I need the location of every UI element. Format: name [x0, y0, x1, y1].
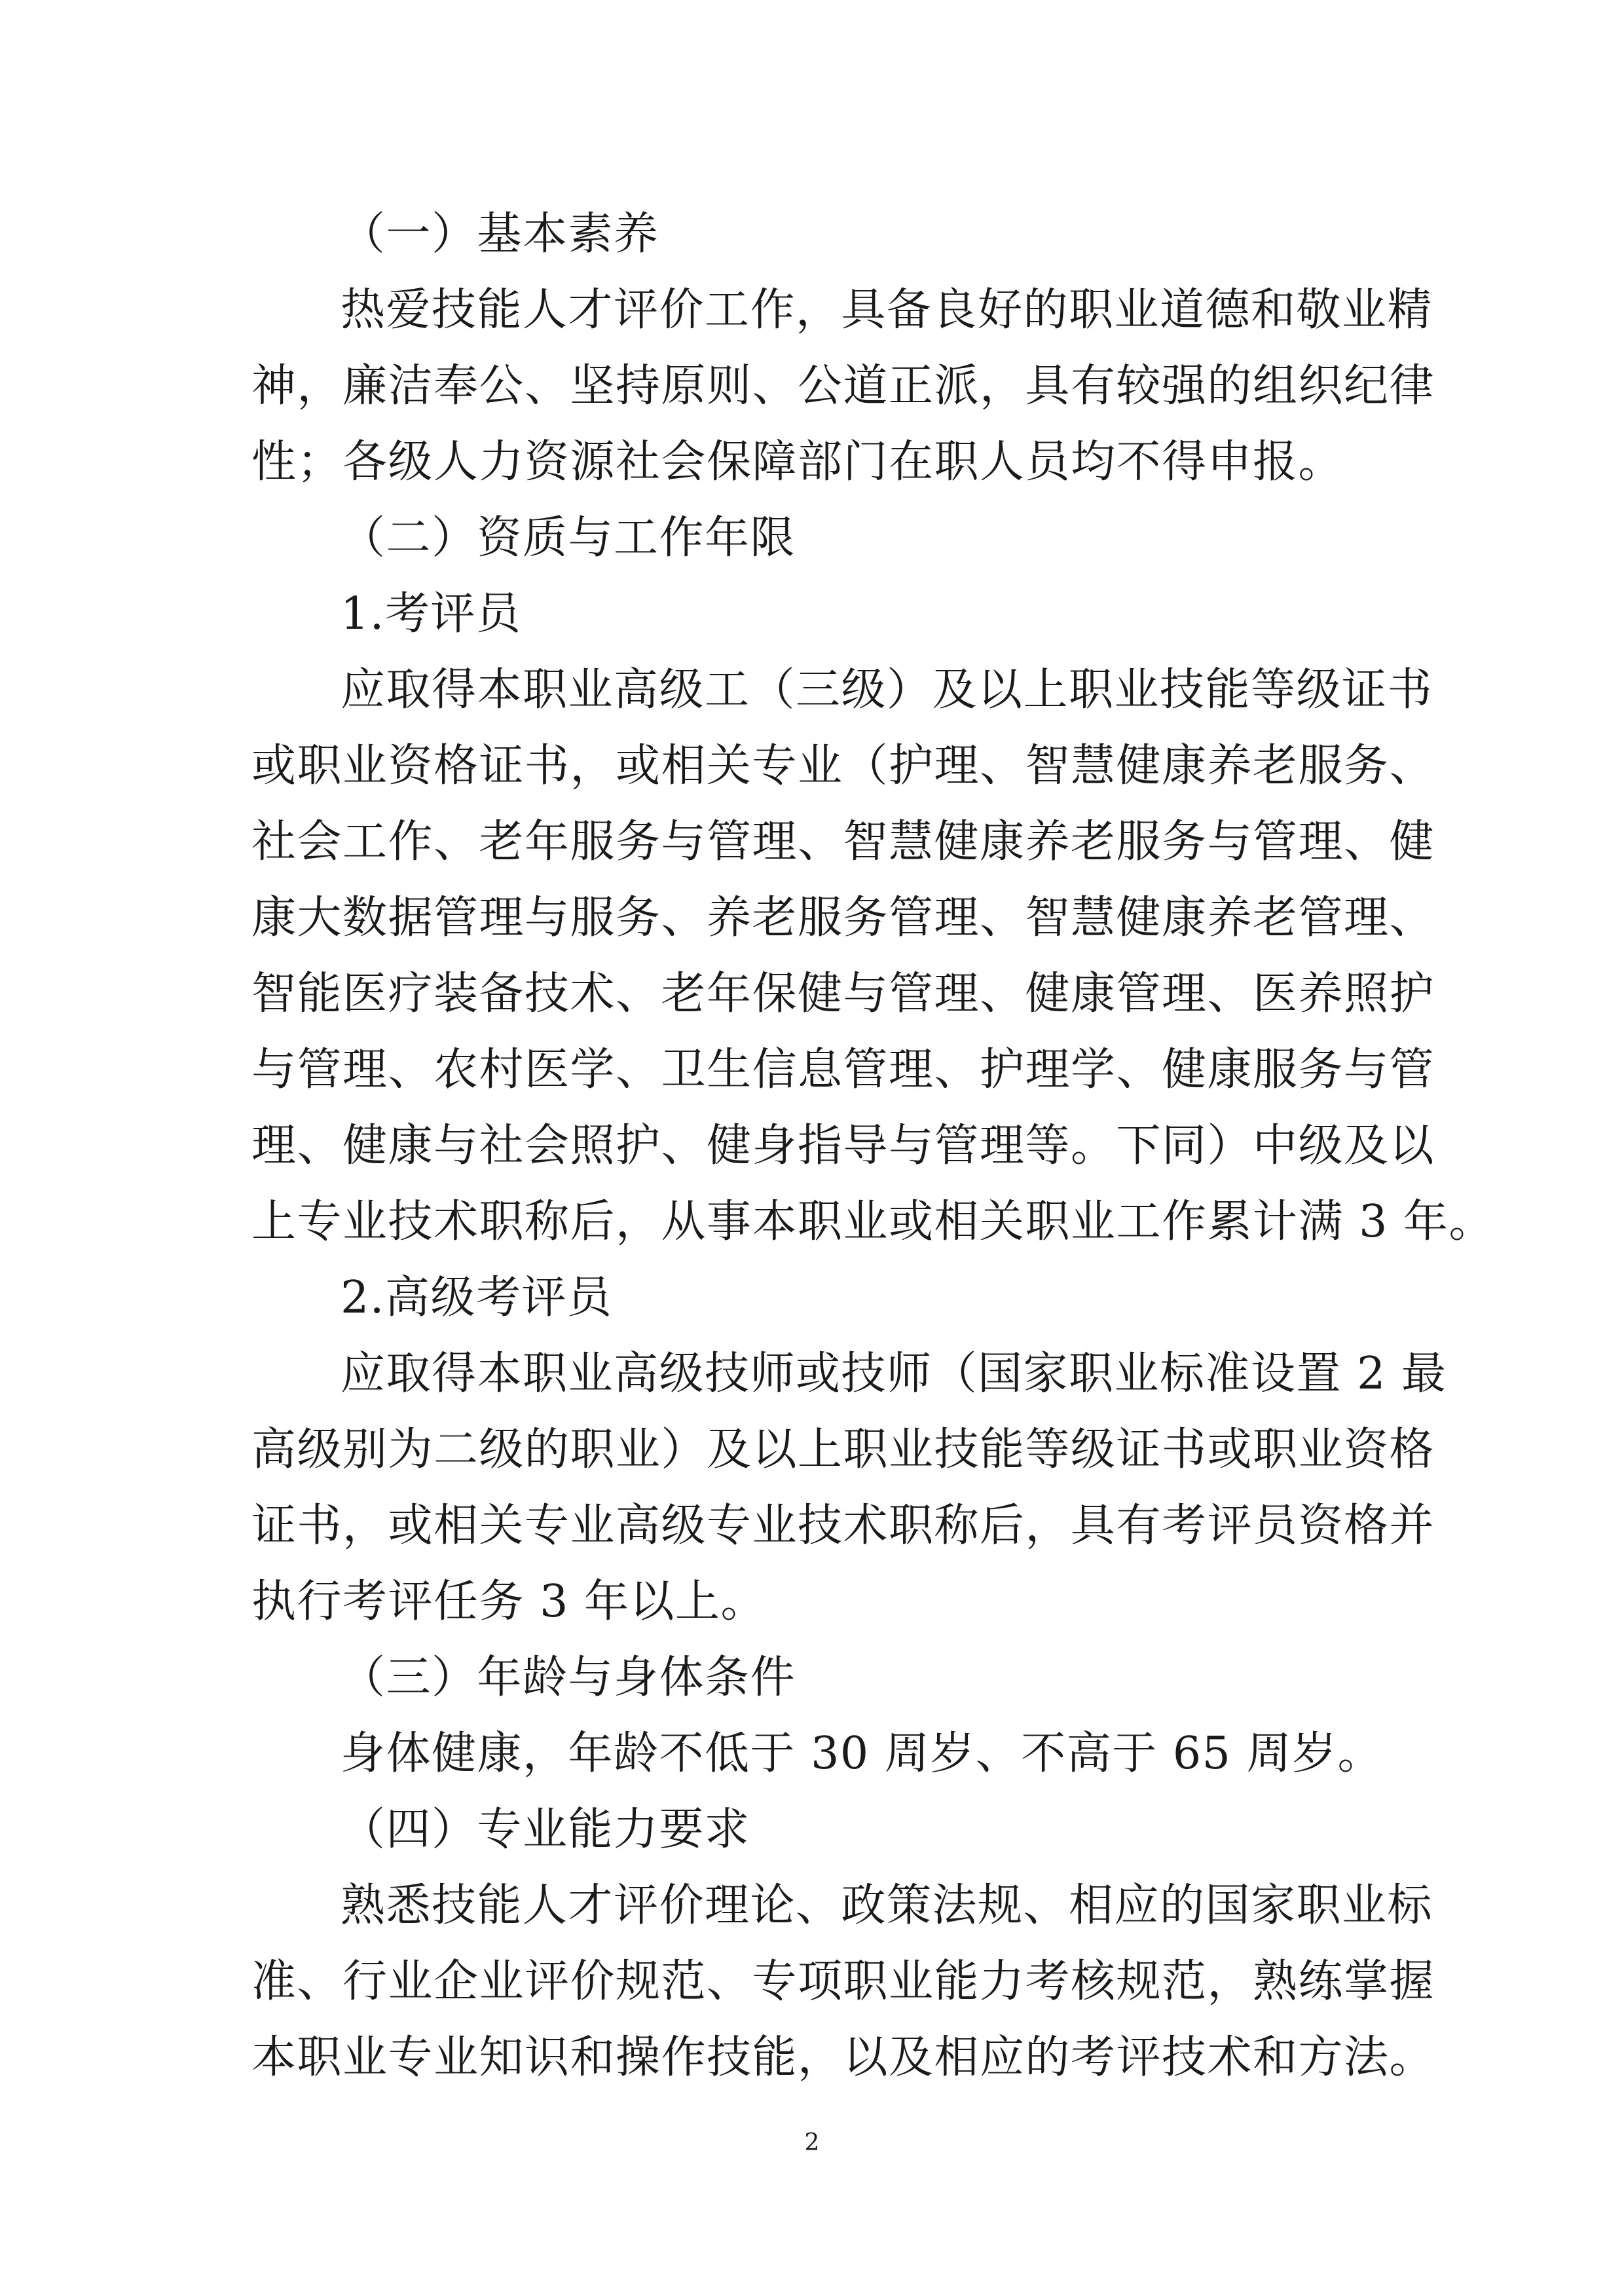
paragraph-line: 康大数据管理与服务、养老服务管理、智慧健康养老管理、	[251, 892, 1435, 944]
paragraph-line: 高级别为二级的职业）及以上职业技能等级证书或职业资格	[251, 1424, 1435, 1476]
document-body	[251, 196, 1494, 2096]
paragraph-line: 应取得本职业高级工（三级）及以上职业技能等级证书	[341, 664, 1433, 716]
paragraph-line: 理、健康与社会照护、健身指导与管理等。下同）中级及以	[251, 1120, 1435, 1172]
paragraph-line: 上专业技术职称后，从事本职业或相关职业工作累计满 3 年。	[251, 1196, 1494, 1248]
paragraph-line: 准、行业企业评价规范、专项职业能力考核规范，熟练掌握	[251, 1956, 1435, 2007]
paragraph-line: 证书，或相关专业高级专业技术职称后，具有考评员资格并	[251, 1500, 1435, 1552]
paragraph-line: 热爱技能人才评价工作，具备良好的职业道德和敬业精	[341, 284, 1433, 336]
paragraph-line: 或职业资格证书，或相关专业（护理、智慧健康养老服务、	[251, 740, 1435, 792]
section-heading-age-health: （三）年龄与身体条件	[341, 1652, 796, 1704]
paragraph-line: 智能医疗装备技术、老年保健与管理、健康管理、医养照护	[251, 968, 1435, 1020]
paragraph-line: 执行考评任务 3 年以上。	[251, 1576, 766, 1628]
paragraph-line: 身体健康，年龄不低于 30 周岁、不高于 65 周岁。	[341, 1728, 1384, 1780]
section-heading-professional-ability: （四）专业能力要求	[341, 1804, 750, 1856]
paragraph-line: 神，廉洁奉公、坚持原则、公道正派，具有较强的组织纪律	[251, 360, 1435, 412]
paragraph-line: 性；各级人力资源社会保障部门在职人员均不得申报。	[251, 436, 1344, 488]
section-heading-basic-quality: （一）基本素养	[341, 208, 659, 260]
paragraph-line: 应取得本职业高级技师或技师（国家职业标准设置 2 最	[341, 1348, 1447, 1400]
paragraph-line: 与管理、农村医学、卫生信息管理、护理学、健康服务与管	[251, 1044, 1435, 1096]
paragraph-line: 社会工作、老年服务与管理、智慧健康养老服务与管理、健	[251, 816, 1435, 868]
paragraph-line: 本职业专业知识和操作技能，以及相应的考评技术和方法。	[251, 2032, 1435, 2083]
paragraph-line: 熟悉技能人才评价理论、政策法规、相应的国家职业标	[341, 1880, 1433, 1931]
page-number: 2	[804, 2129, 820, 2156]
section-heading-qualification: （二）资质与工作年限	[341, 512, 796, 564]
subheading-senior-examiner: 2.高级考评员	[341, 1272, 613, 1324]
subheading-examiner: 1.考评员	[341, 588, 522, 640]
